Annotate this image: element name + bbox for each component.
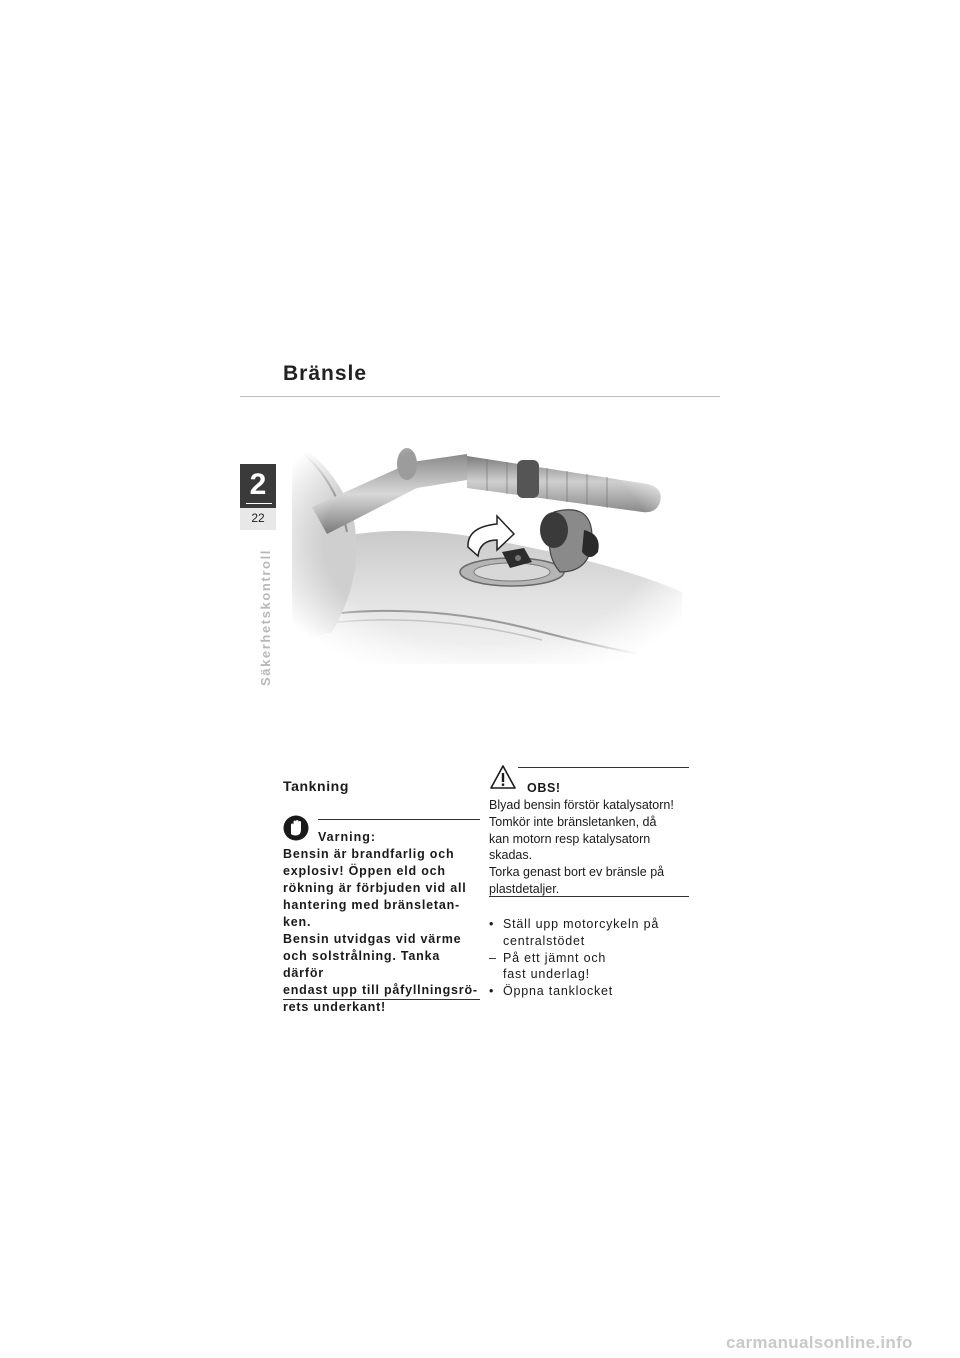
warning-label: Varning: [318,830,377,844]
footer-watermark: carmanualsonline.info [726,1333,913,1352]
warning-bottom-rule [283,999,480,1000]
fuel-tank-illustration [292,422,682,664]
page-title: Bränsle [283,362,368,385]
list-item-text: Ställ upp motorcykeln på centralstödet [503,917,660,948]
list-item [489,950,694,984]
notice-bottom-rule [489,896,689,897]
list-item-text: Öppna tanklocket [503,984,614,999]
chapter-side-label: Säkerhetskontroll [258,548,273,686]
list-marker: • [489,917,495,931]
list-item [489,983,694,1000]
chapter-number: 2 [249,468,267,501]
warning-text: Bensin är brandfarlig och explosiv! Öppen eld och rökning är förbjuden vid all hantering med bränsletan- ken. Bensin utvidgas vid värme och solstrålning. Tanka därför endast upp till påfyllningsrö- rets underkant! [283,847,478,1014]
list-item-text: På ett jämnt och fast underlag! [503,950,607,982]
warning-top-rule [318,819,480,820]
page-number: 22 [251,511,265,525]
section-heading: Tankning [283,778,349,794]
steps-list [489,916,694,1000]
notice-text: Blyad bensin förstör katalysatorn! Tomkör inte bränsletanken, då kan motorn resp katalysatorn skadas. Torka genast bort ev bränsle på plastdetaljer. [489,798,674,896]
list-item [489,916,694,950]
notice-top-rule [518,767,689,768]
chapter-tab-divider [246,503,272,504]
notice-label: OBS! [527,781,561,795]
title-divider [240,396,720,397]
list-marker: – [489,950,497,965]
list-marker: • [489,984,495,999]
exclamation-triangle-icon [490,764,516,790]
stop-hand-icon [283,815,309,841]
